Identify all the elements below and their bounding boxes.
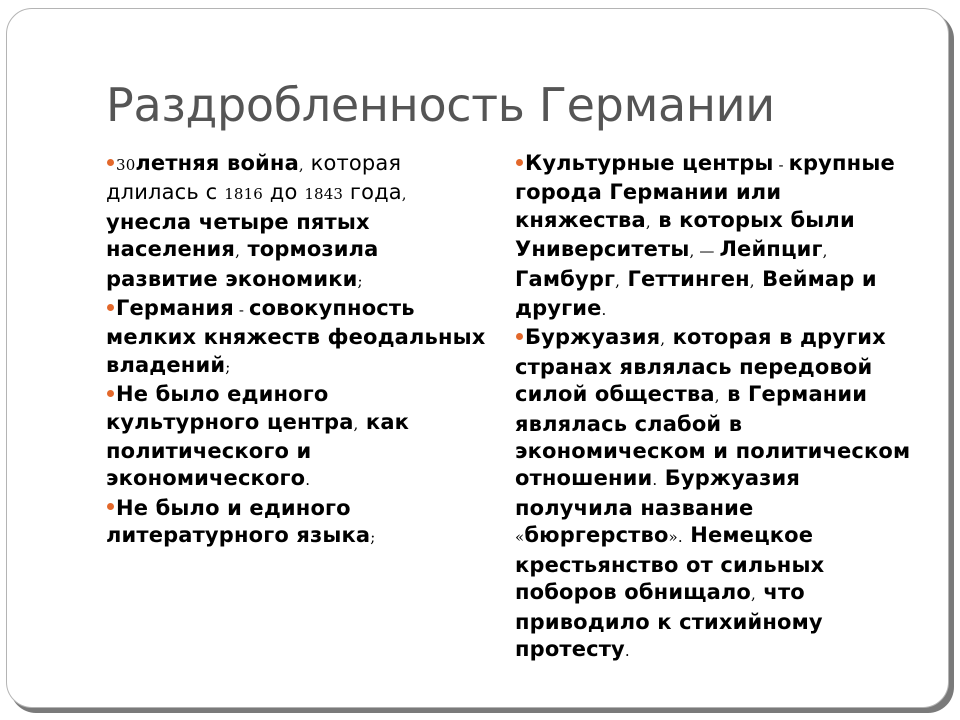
text-run: как политического и экономического [106,409,410,491]
text-run: которая длилась с [106,151,402,205]
punct-run: ; [357,271,363,290]
text-run: в которых были Университеты [515,207,855,262]
text-run: Культурные центры [525,151,774,175]
bullet-dot-icon [107,390,114,397]
text-run: Геттинген [620,266,750,291]
list-item [106,295,486,381]
punct-run: ». [668,528,683,547]
punct-run: . [652,471,658,490]
punct-run: , [751,585,756,604]
text-run: Германия [116,296,234,321]
text-run: Не было единого культурного центра [106,382,354,434]
punct-run: , [714,387,720,406]
punct-run: , [822,242,828,261]
punct-run: , [645,212,651,231]
list-item [106,381,486,495]
punct-run: , [749,271,755,290]
year-text: 1816 [224,185,263,204]
punct-run: , [660,330,666,349]
text-run: Гамбург [515,266,616,291]
list-item [106,495,486,552]
punct-run: ; [370,528,376,547]
punct-run: . [305,471,311,490]
text-run: которая в других странах являлась передовой силой общества [515,325,886,407]
text-run: совокупность мелких княжеств феодальных владений [106,296,486,377]
punct-run: — [694,242,720,261]
bullet-dot-icon [107,304,114,311]
list-item [515,150,915,324]
text-run: года [343,180,402,205]
left-column [106,150,486,552]
punct-run: , [235,242,240,261]
punct-run: . [624,641,630,660]
text-run: что приводило к стихийному протесту [515,580,823,661]
year-text: 1843 [304,185,344,204]
punct-run: ; [225,357,231,376]
text-run: летняя война [135,151,299,175]
punct-run: - [233,301,249,320]
punct-run: , [401,185,407,204]
punct-run: , [689,242,695,261]
punct-run: « [515,528,525,547]
text-run: Буржуазия [525,325,661,350]
text-run: тормозила развитие экономики [106,237,379,291]
text-run: до [262,180,305,205]
text-run: Не было и единого литературного языка [106,495,371,548]
bullet-dot-icon [516,333,523,340]
text-run: крупные города Германии или княжества [515,151,895,232]
slide-title: Раздробленность Германии [106,78,775,132]
text-run: Веймар и другие [515,266,877,321]
right-column [515,150,915,665]
punct-run: , [298,156,304,174]
text-run: Лейпциг [719,237,823,262]
text-run: Немецкое крестьянство от сильных поборов обнищало [515,523,825,605]
number-text: 30 [116,156,136,174]
list-item [515,324,915,665]
punct-run: - [773,156,789,174]
text-run: Буржуазия получила название [515,466,800,520]
punct-run: , [353,414,359,433]
text-run: унесла четыре пятых населения [106,209,370,262]
text-run: в Германии являлась слабой в экономическом и политическом отношении [515,382,911,491]
bullet-dot-icon [107,159,114,166]
text-run: бюргерство [524,523,669,548]
punct-run: . [601,301,607,320]
bullet-dot-icon [516,159,523,166]
bullet-dot-icon [107,503,114,510]
list-item [106,150,486,295]
punct-run: , [615,271,621,290]
